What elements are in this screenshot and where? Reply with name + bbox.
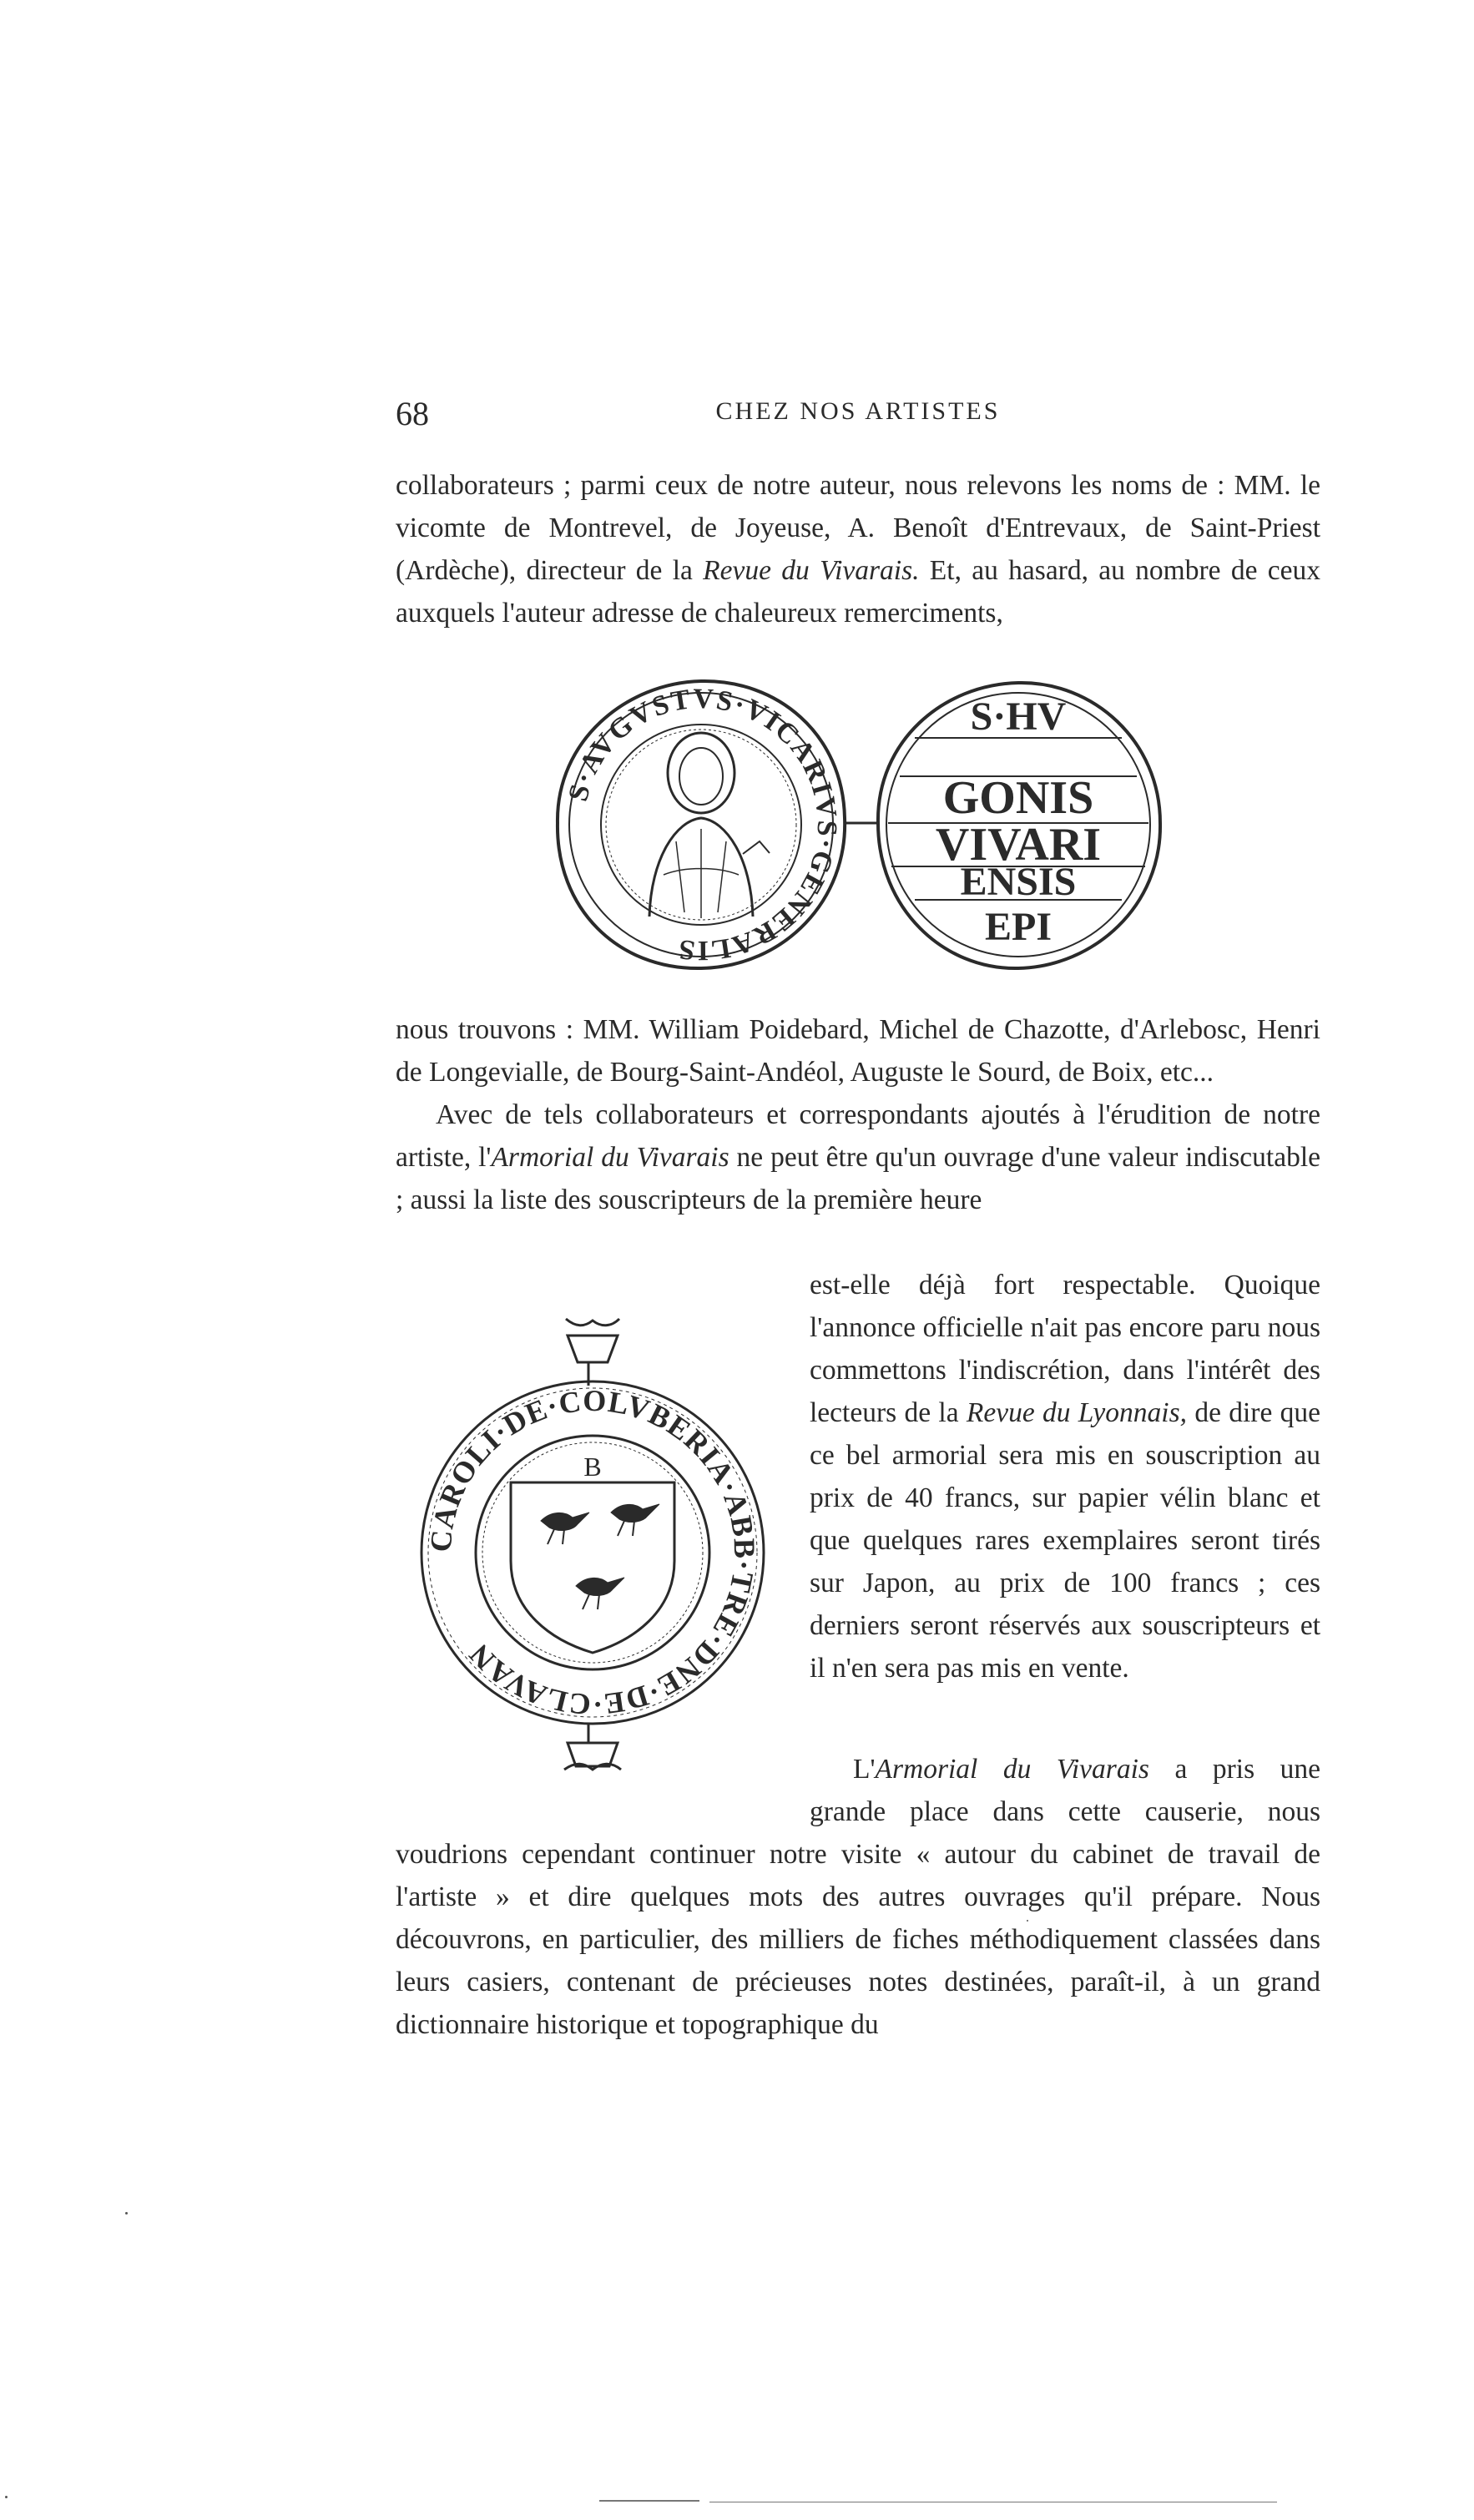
running-title: CHEZ NOS ARTISTES xyxy=(715,397,1001,425)
monogram: B xyxy=(583,1452,602,1482)
obverse-legend: S·AVGVSTVS·VICARIVS·GENERALIS xyxy=(563,683,843,967)
seal-disc xyxy=(422,1381,764,1724)
book-title-italic: Armorial du Vivarais xyxy=(491,1142,729,1173)
page-header xyxy=(396,394,1320,444)
journal-title-italic: Revue du Lyonnais, xyxy=(966,1397,1188,1428)
paper-speck xyxy=(5,2496,8,2498)
paper-speck xyxy=(1027,1920,1028,1922)
paragraph-text: collaborateurs ; parmi ceux de notre auteur, nous relevons les noms de : MM. le vicomte de Montrevel, de Joyeuse, A. Benoît d'Entrevaux, de Saint-Priest (Ardèche), directeur de la xyxy=(396,470,1320,586)
paragraph-souscripteurs: Avec de tels collaborateurs et correspondants ajoutés à l'érudition de notre artiste, l'Armorial du Vivarais ne peut être qu'un ouvrage d'une valeur indiscutable ; aussi la liste des souscripteurs de la première heure xyxy=(396,1099,1320,1215)
page-number: 68 xyxy=(396,395,429,432)
svg-text:S·HV: S·HV xyxy=(970,694,1067,739)
arms-seal-illustration xyxy=(417,1302,768,1783)
seal-pair-illustration xyxy=(551,674,1169,975)
paragraph-armorial xyxy=(396,1748,1320,2046)
paragraph-second-line: grande place dans cette causerie, nous xyxy=(810,1796,1320,1827)
dove-icon xyxy=(541,1504,659,1609)
paragraph-souscription: est-elle déjà fort respectable. Quoique l'annonce officielle n'ait pas encore paru nous commettons l'indiscrétion, dans l'intérêt des lecteurs de la Revue du Lyonnais, de dire que ce bel armorial sera mis en souscription au prix de 40 francs, sur papier vélin blanc et que quelques rares exemplaires seront tirés sur Japon, au prix de 100 francs ; ces derniers seront réservés aux souscripteurs et il n'en sera pas mis en vente. xyxy=(810,1270,1321,1684)
reverse-inscription xyxy=(936,694,1101,949)
paragraph-text: nous trouvons : MM. William Poidebard, Michel de Chazotte, d'Arlebosc, Henri de Longevialle, de Bourg-Saint-Andéol, Auguste le Sourd, de Boix, etc... xyxy=(396,1014,1320,1088)
paper-speck xyxy=(125,2212,128,2214)
journal-title-italic: Revue du Vivarais. xyxy=(703,555,920,586)
svg-text:VIVARI: VIVARI xyxy=(935,819,1102,871)
paragraph-first-line: L'Armorial du Vivarais a pris une xyxy=(853,1754,1320,1785)
book-title-italic: Armorial du Vivarais xyxy=(875,1754,1149,1785)
bottom-rule xyxy=(599,2500,699,2502)
svg-text:GONIS: GONIS xyxy=(942,772,1094,824)
svg-text:EPI: EPI xyxy=(984,905,1052,949)
seal-tag-top xyxy=(566,1319,619,1386)
paragraph-text: Et, au hasard, au nombre de ceux auxquels l'auteur adresse de chaleureux remerciments, xyxy=(396,555,1320,629)
svg-text:ENSIS: ENSIS xyxy=(960,860,1077,904)
paragraph-correspondants xyxy=(396,1008,1320,1221)
obverse-seal xyxy=(558,681,845,968)
paragraph-collaborateurs xyxy=(396,464,1320,634)
paragraph-text: voudrions cependant continuer notre visite « autour du cabinet de travail de l'artiste » et dire quelques mots des autres ouvrages qu'il prépare. Nous découvrons, en particulier, des milliers de fiches méthodiquement classées dans leurs casiers, contenant de précieuses notes destinées, paraît-il, à un grand dictionnaire historique et topographique du xyxy=(396,1839,1320,2040)
arms-legend: CAROLI·DE·COLVBERIA·ABB·TRE·DNE·DE·CLAVAN xyxy=(423,1383,762,1722)
